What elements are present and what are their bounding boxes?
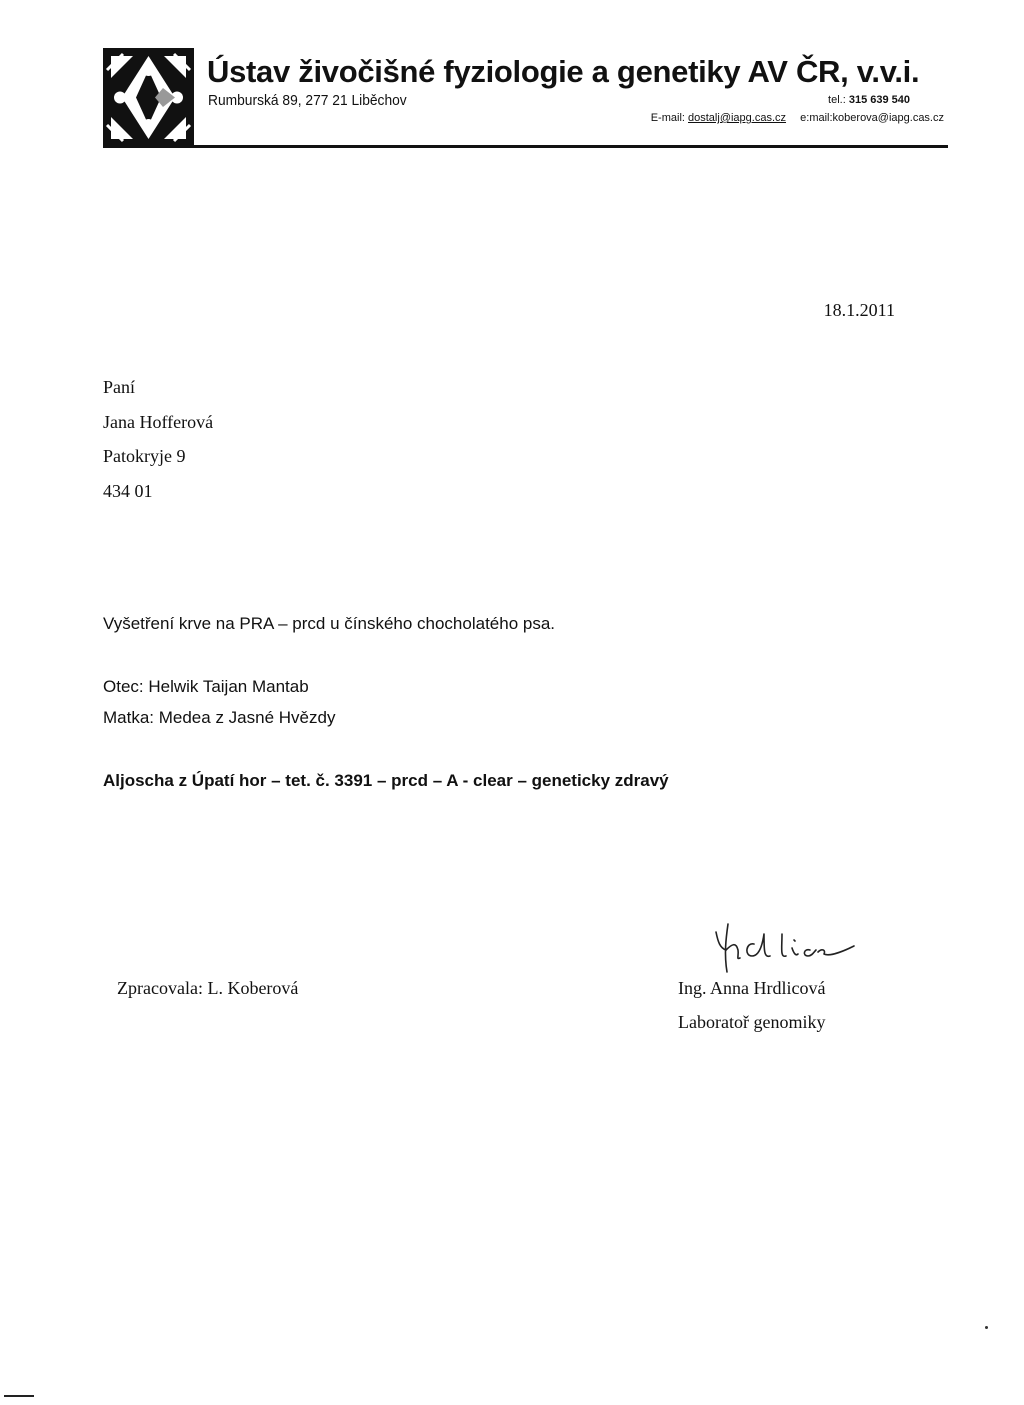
sire-line: Otec: Helwik Taijan Mantab: [103, 677, 309, 696]
recipient-address-block: [103, 370, 213, 509]
organization-name: Ústav živočišné fyziologie a genetiky AV ČR, v.v.i.: [207, 54, 920, 89]
phone-number: 315 639 540: [848, 94, 910, 106]
signer-name: Ing. Anna Hrdlicová: [678, 978, 826, 998]
organization-emails: [651, 112, 944, 124]
recipient-salutation: Paní: [103, 377, 136, 397]
institute-logo-icon: [103, 48, 194, 147]
test-result: Aljoscha z Úpatí hor – tet. č. 3391 – prcd – A - clear – geneticky zdravý: [103, 771, 669, 790]
recipient-name: Jana Hofferová: [103, 411, 214, 432]
scan-speck: [985, 1326, 988, 1329]
letter-date: 18.1.2011: [823, 300, 895, 320]
email-label-1: E-mail:: [650, 112, 685, 124]
recipient-street: Patokryje 9: [103, 446, 186, 467]
email-link-1[interactable]: dostalj@iapg.cas.cz: [688, 112, 787, 124]
organization-address: Rumburská 89, 277 21 Liběchov: [208, 92, 407, 109]
letter-subject: Vyšetření krve na PRA – prcd u čínského chocholatého psa.: [103, 614, 556, 633]
header-divider: [103, 145, 948, 148]
email-text-2[interactable]: koberova@iapg.cas.cz: [832, 112, 944, 124]
organization-phone: [828, 94, 910, 106]
email-label-2: e:mail:: [800, 112, 833, 124]
phone-label: tel.:: [828, 94, 846, 106]
recipient-postal-code: 434 01: [103, 481, 153, 502]
processed-by: Zpracovala: L. Koberová: [117, 978, 299, 998]
signer-department: Laboratoř genomiky: [678, 1012, 826, 1032]
dam-line: Matka: Medea z Jasné Hvězdy: [103, 708, 336, 727]
handwritten-signature-icon: [706, 920, 856, 982]
scan-edge-mark: [4, 1395, 34, 1397]
